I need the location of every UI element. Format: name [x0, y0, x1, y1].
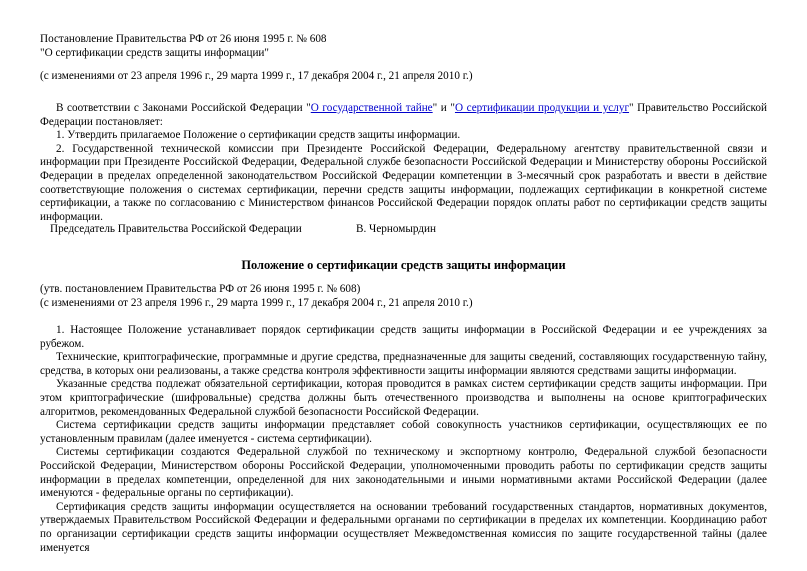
regulation-paragraph: 1. Настоящее Положение устанавливает порядок сертификации средств защиты информации в Российской Федерации и ее учреждениях за рубежом.	[40, 324, 767, 350]
signatory-position: Председатель Правительства Российской Федерации	[50, 223, 302, 235]
amendments-note: (с изменениями от 23 апреля 1996 г., 29 марта 1999 г., 17 декабря 2004 г., 21 апреля 2010 г.)	[40, 70, 473, 82]
intro-text-mid: " и "	[432, 102, 455, 114]
link-state-secret-law[interactable]: О государственной тайне	[310, 102, 433, 114]
signatory-name: В. Черномырдин	[356, 223, 436, 235]
regulation-paragraph: Система сертификации средств защиты информации представляет собой совокупность участников сертификации, осуществляющих ее по установленным правилам (далее именуется - система сертификации).	[40, 419, 767, 445]
approval-note: (утв. постановлением Правительства РФ от 26 июня 1995 г. № 608)	[40, 283, 361, 295]
decree-item-1: 1. Утвердить прилагаемое Положение о сертификации средств защиты информации.	[56, 129, 461, 142]
regulation-paragraph: Технические, криптографические, программные и другие средства, предназначенные для защиты сведений, составляющих государственную тайну, средства, в которых они реализованы, а также средства контроля эффективности защиты информации являются средствами защиты информации.	[40, 351, 767, 377]
decree-body	[40, 102, 767, 224]
regulation-paragraph: Указанные средства подлежат обязательной сертификации, которая проводится в рамках систем сертификации средств защиты информации. При этом криптографические (шифровальные) средства должны быть отечественного производства и выполнены на основе криптографических алгоритмов, рекомендованных Федеральной службой безопасности Российской Федерации.	[40, 378, 767, 418]
link-certification-law[interactable]: О сертификации продукции и услуг	[454, 102, 630, 114]
regulation-paragraph: Системы сертификации создаются Федеральной службой по техническому и экспортному контролю, Федеральной службой безопасности Российской Федерации, Министерством обороны Российской Федерации, уполномоченными проводить работы по сертификации средств защиты информации в пределах компетенции, определенной для них законодательными и иными нормативными актами Российской Федерации (далее именуются - федеральные органы по сертификации).	[40, 446, 767, 500]
signature-block	[50, 223, 436, 237]
regulation-amendments-note: (с изменениями от 23 апреля 1996 г., 29 марта 1999 г., 17 декабря 2004 г., 21 апреля 2010 г.)	[40, 296, 473, 309]
intro-paragraph	[40, 102, 767, 129]
decree-item-2: 2. Государственной технической комиссии при Президенте Российской Федерации, Федеральному агентству правительственной связи и информации при Президенте Российской Федерации, Федеральной службе безопасности Российской Федерации и Министерству обороны Российской Федерации в пределах определенной законодательством Российской Федерации компетенции в 3-месячный срок разработать и ввести в действие соответствующие положения о системах сертификации, перечни средств защиты информации, подлежащих сертификации в конкретной системе сертификации, а также по согласованию с Министерством финансов Российской Федерации порядок оплаты работ по сертификации средств защиты информации.	[40, 142, 767, 223]
regulation-paragraph: Сертификация средств защиты информации осуществляется на основании требований государственных стандартов, нормативных документов, утверждаемых Правительством Российской Федерации и федеральными органами по сертификации в пределах их компетенции. Координацию работ по организации сертификации средств защиты информации осуществляет Межведомственная комиссия по защите государственной тайны (далее именуется	[40, 500, 767, 554]
regulation-body	[40, 324, 767, 555]
decree-title: "О сертификации средств защиты информации"	[40, 46, 269, 59]
regulation-title: Положение о сертификации средств защиты информации	[241, 258, 566, 272]
intro-text: В соответствии с Законами Российской Федерации "	[56, 102, 311, 114]
intro-text-end: " Правительство Российской Федерации постановляет:	[40, 102, 767, 128]
decree-reference: Постановление Правительства РФ от 26 июня 1995 г. № 608	[40, 33, 327, 45]
regulation-meta	[40, 283, 473, 310]
document-header	[40, 33, 327, 60]
